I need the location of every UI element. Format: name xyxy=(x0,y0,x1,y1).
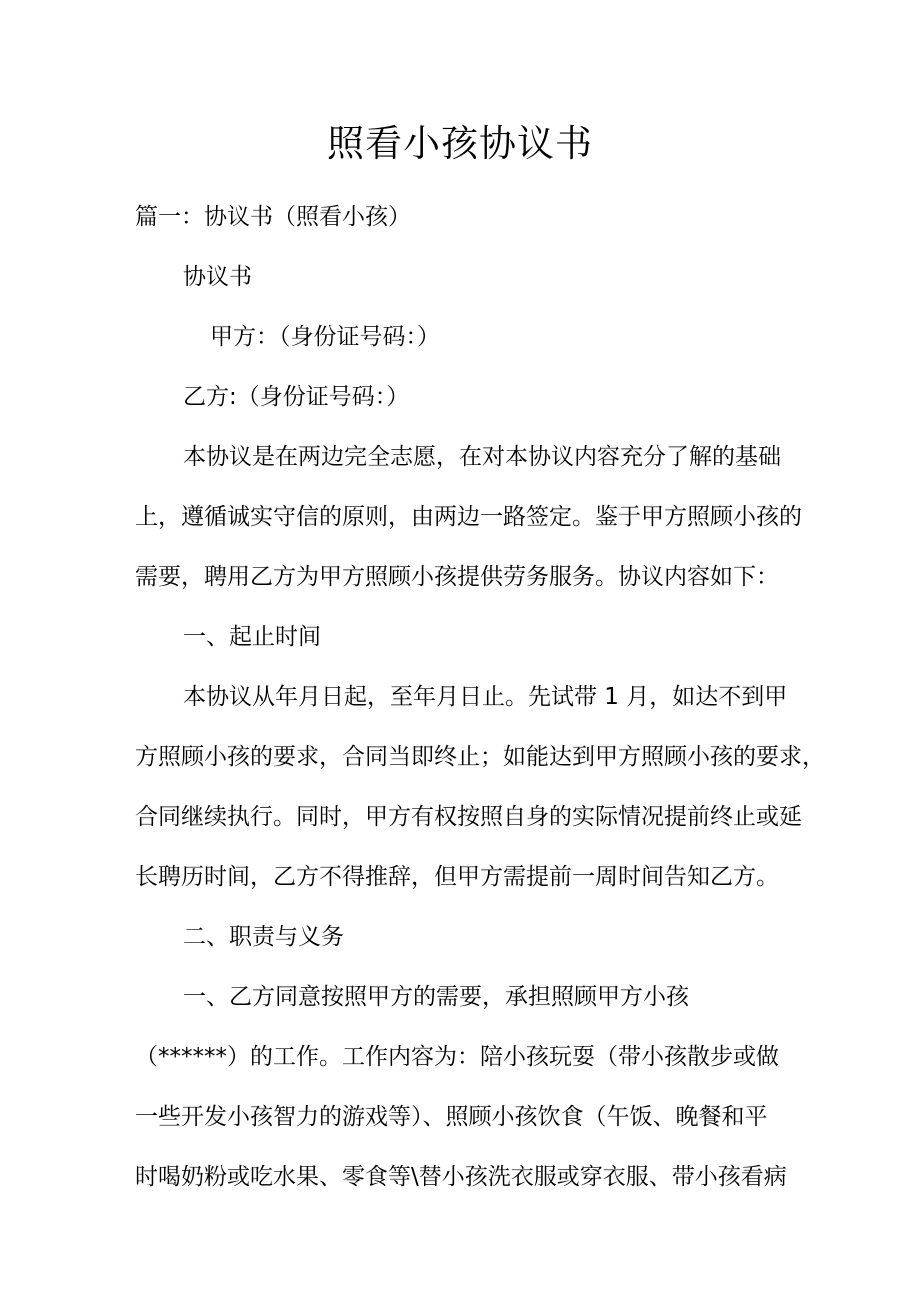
section-heading-duties: 二、职责与义务 xyxy=(183,924,344,950)
party-b-line: 乙方:（身份证号码：） xyxy=(183,384,410,410)
section-heading-part-one: 篇一：协议书（照看小孩） xyxy=(135,204,411,230)
term-paragraph-line-4: 长聘历时间，乙方不得推辞，但甲方需提前一周时间告知乙方。 xyxy=(135,864,779,890)
agreement-heading: 协议书 xyxy=(183,264,252,290)
section-heading-term: 一、起止时间 xyxy=(183,624,321,650)
preamble-line-3: 需要，聘用乙方为甲方照顾小孩提供劳务服务。协议内容如下： xyxy=(135,564,779,590)
duties-paragraph-line-3: 一些开发小孩智力的游戏等）、照顾小孩饮食（午饭、晚餐和平 xyxy=(135,1104,768,1130)
duties-paragraph-line-2: （******）的工作。工作内容为：陪小孩玩耍（带小孩散步或做 xyxy=(135,1044,779,1070)
document-title: 照看小孩协议书 xyxy=(327,122,593,165)
party-a-line: 甲方：（身份证号码：） xyxy=(210,324,440,350)
term-paragraph-line-1: 本协议从年月日起，至年月日止。先试带 1 月，如达不到甲 xyxy=(183,684,788,710)
term-paragraph-line-3: 合同继续执行。同时，甲方有权按照自身的实际情况提前终止或延 xyxy=(135,804,802,830)
duties-paragraph-line-1: 一、乙方同意按照甲方的需要，承担照顾甲方小孩 xyxy=(183,984,689,1010)
duties-paragraph-line-4: 时喝奶粉或吃水果、零食等\替小孩洗衣服或穿衣服、带小孩看病 xyxy=(135,1164,787,1190)
preamble-line-2: 上，遵循诚实守信的原则，由两边一路签定。鉴于甲方照顾小孩的 xyxy=(135,504,802,530)
preamble-line-1: 本协议是在两边完全志愿，在对本协议内容充分了解的基础 xyxy=(183,444,781,470)
term-paragraph-line-2: 方照顾小孩的要求，合同当即终止；如能达到甲方照顾小孩的要求， xyxy=(135,744,825,770)
